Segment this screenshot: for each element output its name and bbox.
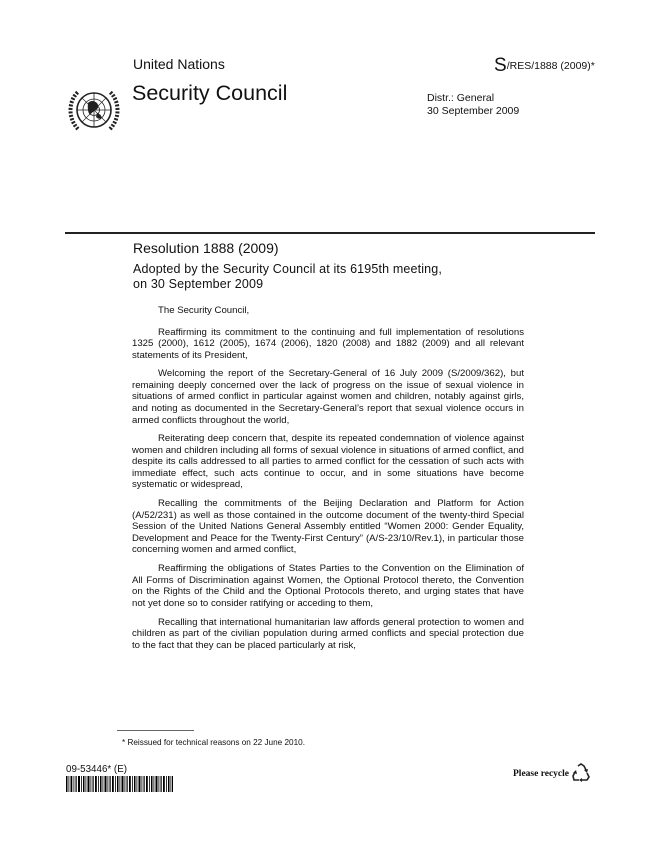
adoption-line-2: on 30 September 2009	[133, 277, 264, 291]
organization-name: United Nations	[133, 56, 225, 72]
footnote-divider	[117, 730, 194, 731]
preamble-paragraph: Reaffirming the obligations of States Parties to the Convention on the Elimination of All Forms of Discrimination against Women, the Optional Protocol thereto, the Convention on the Rights of the Child and the Optional Protocols thereto, and urging states that have not yet done so to consider ratifying or acceding to them,	[132, 563, 524, 609]
distribution-block	[427, 92, 519, 118]
symbol-initial: S	[494, 55, 507, 76]
barcode-icon	[66, 776, 173, 792]
un-emblem-icon	[66, 83, 122, 139]
preamble-paragraph: Recalling that international humanitarian law affords general protection to women and children as part of the civilian population during armed conflicts and special protection due to the fact that they can be placed particularly at risk,	[132, 616, 524, 651]
preamble-paragraph: Recalling the commitments of the Beijing Declaration and Platform for Action (A/52/231) as well as those contained in the outcome document of the twenty-third Special Session of the United Nations General Assembly entitled “Women 2000: Gender Equality, Development and Peace for the Twenty-First Century” (A/S-23/10/Rev.1), in particular those concerning women and armed conflict,	[132, 498, 524, 556]
preamble-opening: The Security Council,	[158, 305, 250, 316]
document-symbol	[494, 55, 595, 77]
council-title: Security Council	[132, 81, 288, 105]
preamble-paragraph: Welcoming the report of the Secretary-General of 16 July 2009 (S/2009/362), but remaining deeply concerned over the lack of progress on the issue of sexual violence in situations of armed conflict in particular against women and children, notably against girls, and noting as documented in the Secretary-General’s report that sexual violence occurs in armed conflicts throughout the world,	[132, 368, 524, 426]
symbol-rest: /RES/1888 (2009)*	[506, 60, 595, 72]
document-number: 09-53446* (E)	[66, 764, 127, 775]
resolution-title: Resolution 1888 (2009)	[133, 240, 279, 256]
preamble-paragraph: Reaffirming its commitment to the continuing and full implementation of resolutions 1325 (2000), 1612 (2005), 1674 (2006), 1820 (2008) and 1882 (2009) and all relevant statements of its President,	[132, 326, 524, 361]
distribution-label: Distr.: General	[427, 92, 495, 104]
document-date: 30 September 2009	[427, 105, 520, 117]
header-divider	[65, 232, 595, 234]
adoption-line-1: Adopted by the Security Council at its 6195th meeting,	[133, 262, 442, 276]
resolution-body	[132, 305, 524, 658]
recycle-icon	[570, 763, 592, 783]
footnote: * Reissued for technical reasons on 22 June 2010.	[122, 738, 305, 747]
adoption-statement	[133, 262, 442, 292]
preamble-paragraph: Reiterating deep concern that, despite its repeated condemnation of violence against women and children including all forms of sexual violence in situations of armed conflict, and despite its calls addressed to all parties to armed conflict for the cessation of such acts with immediate effect, such acts continue to occur, and in some situations have become systematic or widespread,	[132, 433, 524, 491]
recycle-note: Please recycle	[513, 769, 569, 779]
